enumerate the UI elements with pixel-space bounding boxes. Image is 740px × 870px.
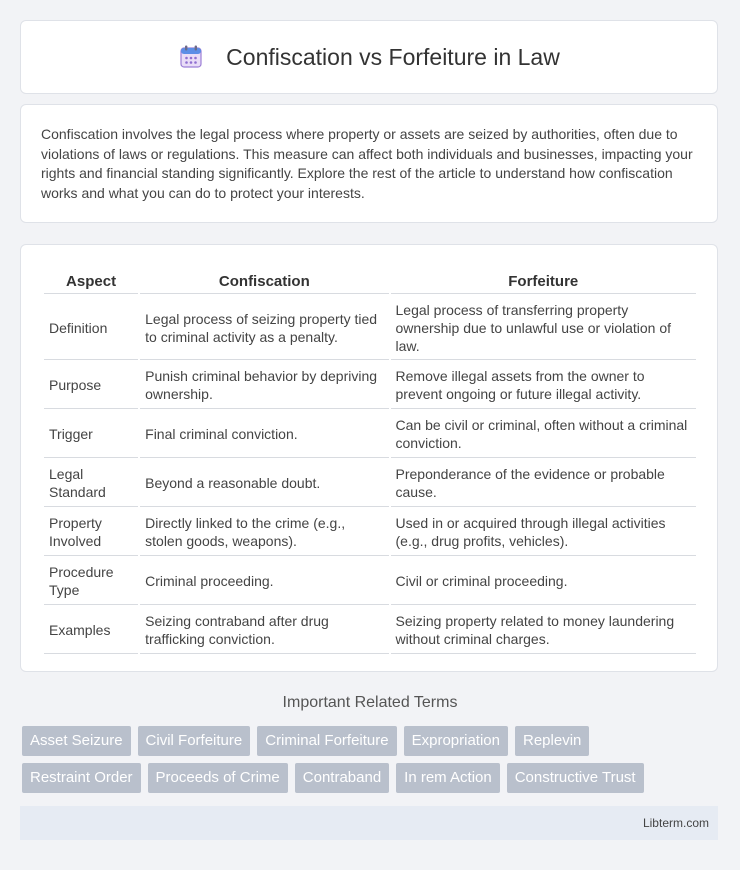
row-forfeiture: Legal process of transferring property ownership due to unlawful use or violation of law.	[391, 296, 696, 360]
tag-criminal-forfeiture[interactable]: Criminal Forfeiture	[257, 726, 396, 756]
row-aspect: Examples	[44, 607, 138, 654]
row-confiscation: Final criminal conviction.	[140, 411, 388, 458]
related-terms-tags	[22, 726, 722, 800]
row-forfeiture: Remove illegal assets from the owner to prevent ongoing or future illegal activity.	[391, 362, 696, 409]
tag-asset-seizure[interactable]: Asset Seizure	[22, 726, 131, 756]
page-title: Confiscation vs Forfeiture in Law	[226, 43, 560, 70]
tag-contraband[interactable]: Contraband	[295, 763, 389, 793]
tag-proceeds-of-crime[interactable]: Proceeds of Crime	[148, 763, 288, 793]
row-confiscation: Seizing contraband after drug trafficking conviction.	[140, 607, 388, 654]
intro-paragraph: Confiscation involves the legal process where property or assets are seized by authorities, often due to violations of laws or regulations. This measure can affect both individuals and businesses, impacting your rights and financial standing significantly. Explore the rest of the article to understand how confiscation works and what you can do to protect your interests.	[41, 126, 693, 201]
table-header-row	[44, 267, 696, 294]
row-aspect: Trigger	[44, 411, 138, 458]
table-row	[44, 296, 696, 360]
row-forfeiture: Preponderance of the evidence or probable cause.	[391, 460, 696, 507]
table-row	[44, 460, 696, 507]
row-confiscation: Punish criminal behavior by depriving ownership.	[140, 362, 388, 409]
tag-expropriation[interactable]: Expropriation	[404, 726, 508, 756]
calendar-icon	[178, 44, 204, 70]
row-aspect: Procedure Type	[44, 558, 138, 605]
row-confiscation: Directly linked to the crime (e.g., stolen goods, weapons).	[140, 509, 388, 556]
header-aspect: Aspect	[44, 267, 138, 294]
tag-restraint-order[interactable]: Restraint Order	[22, 763, 141, 793]
footer	[20, 806, 718, 840]
row-forfeiture: Used in or acquired through illegal activities (e.g., drug profits, vehicles).	[391, 509, 696, 556]
row-aspect: Property Involved	[44, 509, 138, 556]
tag-replevin[interactable]: Replevin	[515, 726, 589, 756]
intro-card	[20, 104, 718, 223]
table-row	[44, 362, 696, 409]
comparison-table-card	[20, 244, 718, 672]
header-confiscation: Confiscation	[140, 267, 388, 294]
footer-link[interactable]: Libterm.com	[642, 816, 709, 830]
table-row	[44, 558, 696, 605]
tag-constructive-trust[interactable]: Constructive Trust	[507, 763, 644, 793]
row-aspect: Purpose	[44, 362, 138, 409]
row-forfeiture: Seizing property related to money laundering without criminal charges.	[391, 607, 696, 654]
tag-row	[22, 726, 722, 756]
row-confiscation: Legal process of seizing property tied to criminal activity as a penalty.	[140, 296, 388, 360]
row-confiscation: Beyond a reasonable doubt.	[140, 460, 388, 507]
row-aspect: Legal Standard	[44, 460, 138, 507]
header-card	[20, 20, 718, 94]
row-aspect: Definition	[44, 296, 138, 360]
row-forfeiture: Can be civil or criminal, often without a criminal conviction.	[391, 411, 696, 458]
table-row	[44, 509, 696, 556]
table-row	[44, 607, 696, 654]
row-forfeiture: Civil or criminal proceeding.	[391, 558, 696, 605]
tag-row	[22, 763, 722, 793]
row-confiscation: Criminal proceeding.	[140, 558, 388, 605]
header-forfeiture: Forfeiture	[391, 267, 696, 294]
related-terms-title: Important Related Terms	[282, 694, 458, 711]
table-row	[44, 411, 696, 458]
comparison-table	[42, 265, 698, 656]
tag-in-rem-action[interactable]: In rem Action	[396, 763, 500, 793]
tag-civil-forfeiture[interactable]: Civil Forfeiture	[138, 726, 251, 756]
